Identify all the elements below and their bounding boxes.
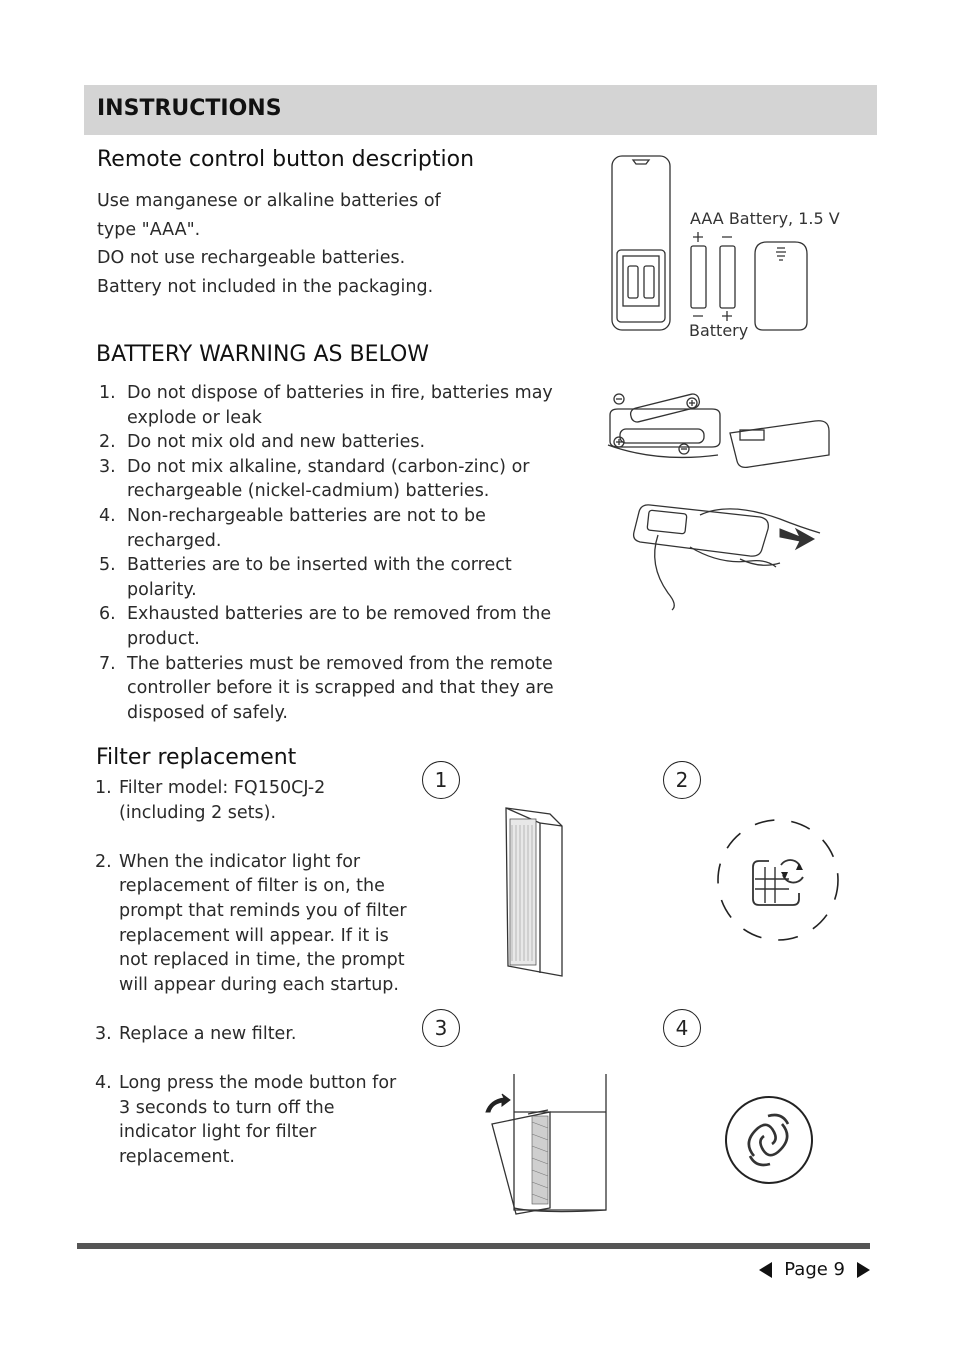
list-number: 7. <box>99 653 116 674</box>
step-number-4: 4 <box>663 1009 701 1047</box>
step-number-2: 2 <box>663 761 701 799</box>
filter-cartridge-illustration <box>500 805 570 980</box>
list-item <box>99 553 574 602</box>
footer-divider <box>77 1243 870 1249</box>
list-number: 4. <box>99 505 116 526</box>
list-item <box>99 455 574 504</box>
page-navigation <box>759 1259 870 1280</box>
page-title: INSTRUCTIONS <box>97 96 282 121</box>
list-item <box>99 430 574 455</box>
remote-line: Battery not included in the packaging. <box>97 276 434 297</box>
mode-swirl-icon <box>724 1082 816 1198</box>
battery-warning-title: BATTERY WARNING AS BELOW <box>96 342 430 367</box>
list-item <box>99 504 574 553</box>
list-text: Non-rechargeable batteries are not to be recharged. <box>127 505 486 551</box>
list-number: 2. <box>99 432 116 453</box>
remote-line: DO not use rechargeable batteries. <box>97 248 406 268</box>
list-item <box>99 381 574 430</box>
list-text: Replace a new filter. <box>119 1023 297 1044</box>
list-item <box>99 652 574 726</box>
list-number: 3. <box>99 456 116 477</box>
battery-warning-list <box>99 381 574 725</box>
list-number: 6. <box>99 604 116 625</box>
list-item <box>95 850 410 998</box>
battery-insertion-illustration <box>600 385 840 475</box>
list-item <box>95 1022 410 1047</box>
remote-line: type "AAA". <box>97 219 201 240</box>
step-number-3: 3 <box>422 1009 460 1047</box>
remote-title: Remote control button description <box>97 147 475 172</box>
remote-line: Use manganese or alkaline batteries of <box>97 191 441 211</box>
list-number: 3. <box>95 1023 112 1044</box>
list-number: 1. <box>95 778 112 798</box>
list-item <box>95 776 410 825</box>
list-number: 4. <box>95 1073 112 1094</box>
list-number: 1. <box>99 383 116 403</box>
step-number-1: 1 <box>422 761 460 799</box>
list-text: Do not mix alkaline, standard (carbon-zinc) or rechargeable (nickel-cadmium) batteries. <box>127 456 530 502</box>
filter-replacement-title: Filter replacement <box>96 745 297 770</box>
triangle-right-icon[interactable] <box>857 1262 870 1278</box>
filter-steps-list <box>95 776 410 1194</box>
remote-description <box>97 187 517 301</box>
battery-label: Battery <box>689 321 749 340</box>
aaa-battery-label: AAA Battery, 1.5 V <box>690 209 840 228</box>
list-text: Batteries are to be inserted with the correct polarity. <box>127 555 512 600</box>
list-number: 2. <box>95 851 112 872</box>
list-item <box>99 602 574 651</box>
page-number: Page 9 <box>784 1259 845 1280</box>
filter-refresh-icon <box>715 817 845 942</box>
list-text: Exhausted batteries are to be removed from the product. <box>127 604 552 649</box>
list-text: Long press the mode button for 3 seconds to turn off the indicator light for filter replacement. <box>119 1073 397 1167</box>
purifier-filter-insert-illustration <box>480 1072 615 1217</box>
remote-cover-removal-illustration <box>630 495 830 610</box>
list-text: Do not dispose of batteries in fire, batteries may explode or leak <box>127 383 553 428</box>
list-text: Do not mix old and new batteries. <box>127 432 426 453</box>
remote-battery-illustration <box>605 150 875 345</box>
list-text: When the indicator light for replacement of filter is on, the prompt that reminds you of filter replacement will appear. If it is not replaced in time, the prompt will appear during each startup. <box>119 851 407 995</box>
list-text: The batteries must be removed from the remote controller before it is scrapped and that they are disposed of safely. <box>127 653 554 723</box>
triangle-left-icon[interactable] <box>759 1262 772 1278</box>
list-number: 5. <box>99 555 116 576</box>
list-text: Filter model: FQ150CJ-2 (including 2 sets). <box>119 778 326 823</box>
list-item <box>95 1071 410 1169</box>
